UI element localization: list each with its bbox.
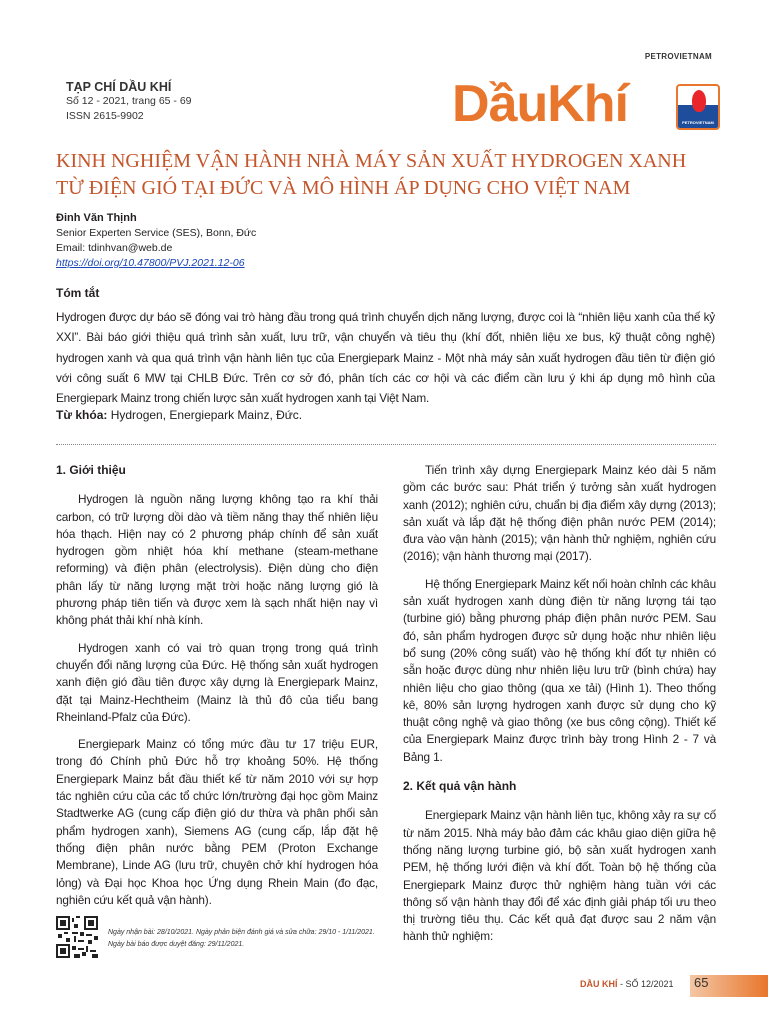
- footer-issue: - SỐ 12/2021: [617, 979, 674, 989]
- logo-mark-text: PETROVIETNAM: [682, 120, 714, 125]
- paragraph: Hydrogen là nguồn năng lượng không tạo ra khí thải carbon, có trữ lượng dồi dào và tiềm năng thay thế nhiên liệu hóa thạch. Hiện nay có 2 phương pháp chính để sản xuất hydrogen gồm nhiệt hóa khí methane (steam-methane reforming) và điện phân (electrolysis). Điện dùng cho điện phân lấy từ năng lượng mặt trời hoặc năng lượng gió là phương pháp tiên tiến và được xem là sạch nhất hiện nay vì không phát thải khí nhà kính.: [56, 492, 378, 628]
- author-email: Email: tdinhvan@web.de: [56, 242, 173, 254]
- title-line-2: TỪ ĐIỆN GIÓ TẠI ĐỨC VÀ MÔ HÌNH ÁP DỤNG CHO VIỆT NAM: [56, 177, 631, 199]
- received-date: Ngày nhận bài: 28/10/2021. Ngày phản biện đánh giá và sửa chữa: 29/10 - 1/11/2021.: [108, 929, 375, 936]
- logo-wordmark: DầuKhí: [452, 75, 628, 133]
- footer-journal-name: DẦU KHÍ: [580, 979, 618, 989]
- keywords: [56, 408, 302, 422]
- abstract-heading: Tóm tắt: [56, 286, 100, 300]
- section-2-heading: 2. Kết quả vận hành: [403, 779, 517, 794]
- publisher-brand: PETROVIETNAM: [644, 52, 712, 61]
- title-line-1: KINH NGHIỆM VẬN HÀNH NHÀ MÁY SẢN XUẤT HYDROGEN XANH: [56, 150, 687, 172]
- author-affiliation: Senior Experten Service (SES), Bonn, Đức: [56, 227, 257, 239]
- paragraph: Hệ thống Energiepark Mainz kết nối hoàn chỉnh các khâu sản xuất hydrogen xanh dùng điện từ năng lượng tái tạo (turbine gió) bằng phương pháp điện phân nước PEM. Sau đó, sản phẩm hydrogen được sử dụng hoặc như nhiên liệu bổ sung (20% công suất) vào hệ thống khí đốt tự nhiên có sẵn hoặc được dùng như nhiên liệu lưu trữ (bình chứa) hay nhiên liệu cho giao thông (qua xe tải) (Hình 1). Theo thống kê, 80% sản lượng hydrogen xanh được sử dụng cho kỹ thuật công nghệ và giao thông (xe bus công cộng). Thiết kế của Energiepark Mainz được trình bày trong Hình 2 - 7 và Bảng 1.: [403, 576, 716, 764]
- left-column: [56, 462, 378, 909]
- paragraph: Hydrogen xanh có vai trò quan trọng trong quá trình chuyển đổi năng lượng của Đức. Hệ thống sản xuất hydrogen xanh điện gió đầu tiên được xây dựng là Energiepark Mainz, đặt tại Mainz-Hechtheim (Mainz là thủ đô của tiểu bang Rheinland-Pfalz của Đức).: [56, 640, 378, 724]
- masthead: [66, 80, 376, 124]
- section-1-heading: 1. Giới thiệu: [56, 463, 126, 477]
- abstract-text: Hydrogen được dự báo sẽ đóng vai trò hàng đầu trong quá trình chuyển dịch năng lượng, được coi là “nhiên liệu xanh của thế kỷ XXI”. Bài báo giới thiệu quá trình sản xuất, lưu trữ, vận chuyển và tiêu thụ (khí đốt, nhiên liệu xe bus, kỹ thuật công nghệ) hydrogen xanh và qua quá trình vận hành liên tục của Energiepark Mainz - Một nhà máy sản xuất hydrogen đầu tiên từ điện gió với công suất 6 MW tại CHLB Đức. Trên cơ sở đó, phân tích các cơ hội và các điểm cần lưu ý khi áp dụng mô hình của Energiepark Mainz trong chiến lược sản xuất hydrogen xanh tại Việt Nam.: [56, 310, 715, 406]
- paragraph: Energiepark Mainz vận hành liên tục, không xảy ra sự cố từ năm 2015. Nhà máy bảo đảm các khâu giao diện giữa hệ thống năng lượng turbine gió, bộ sản xuất hydrogen xanh PEM, hệ thống lưới điện và khí đốt. Toàn bộ hệ thống của Energiepark Mainz được thử nghiệm hàng tuần với các thông số vận hành thay đổi để xác định giải pháp tối ưu theo thị trường tiêu thụ. Các kết quả đạt được sau 2 năm vận hành thử nghiệm:: [403, 808, 716, 944]
- magazine-name: TẠP CHÍ DẦU KHÍ: [66, 80, 172, 94]
- paragraph: Energiepark Mainz có tổng mức đầu tư 17 triệu EUR, trong đó Chính phủ Đức hỗ trợ khoảng 50%. Hệ thống Energiepark Mainz bắt đầu thiết kế từ năm 2010 với sự hợp tác nghiên cứu của các tổ chức lớn/trường đại học gồm Mainz Stadtwerke AG (cung cấp điện gió dư thừa và phân phối sản phẩm hydrogen xanh), Siemens AG (cung cấp, lắp đặt hệ thống điện phân nước bằng PEM (Proton Exchange Membrane), Linde AG (lưu trữ, chuyên chở khí hydrogen hóa lỏng) và Đại học Khoa học Ứng dụng Rhein Main (đo đạc, nghiên cứu kết quả vận hành).: [56, 737, 378, 907]
- page-number: 65: [694, 975, 709, 990]
- keywords-list: Hydrogen, Energiepark Mainz, Đức.: [107, 408, 303, 422]
- footer-journal: [580, 979, 674, 989]
- issn: ISSN 2615-9902: [66, 110, 144, 122]
- keywords-label: Từ khóa:: [56, 408, 108, 422]
- author-name: Đinh Văn Thịnh: [56, 212, 137, 224]
- section-divider: [56, 444, 716, 445]
- article-title: [56, 148, 716, 202]
- author-block: [56, 211, 456, 271]
- journal-logo: [452, 75, 720, 133]
- approved-date: Ngày bài báo được duyệt đăng: 29/11/2021.: [108, 941, 245, 948]
- right-column: [403, 462, 716, 946]
- paragraph: Tiến trình xây dựng Energiepark Mainz kéo dài 5 năm gồm các bước sau: Phát triển ý tưởng sản xuất hydrogen xanh (2012); nghiên cứu, chuẩn bị địa điểm xây dựng (2013); sản xuất và lắp đặt hệ thống điện phân nước PEM (2014); đưa vào vận hành (2015); vận hành thử nghiệm, nghiên cứu (2016); vận hành thương mại (2017).: [403, 463, 716, 564]
- doi-link[interactable]: https://doi.org/10.47800/PVJ.2021.12-06: [56, 257, 245, 269]
- petrovietnam-flame-icon: [676, 84, 720, 130]
- issue-info: Số 12 - 2021, trang 65 - 69: [66, 95, 192, 107]
- qr-code-icon: [56, 916, 98, 958]
- submission-dates: [108, 927, 378, 951]
